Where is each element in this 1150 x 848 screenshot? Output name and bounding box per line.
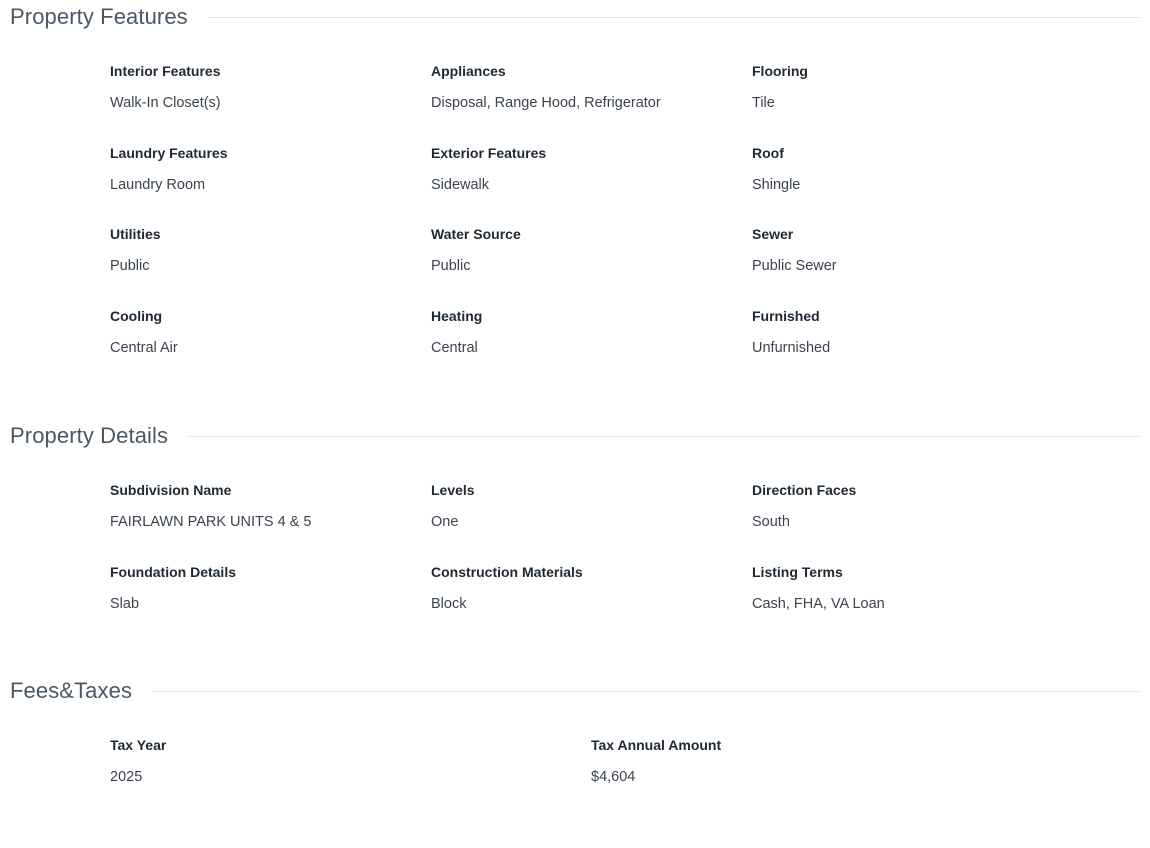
field-row — [110, 61, 1150, 143]
field-tax-year — [110, 735, 591, 817]
field-label: Heating — [431, 307, 483, 324]
field-label: Tax Year — [110, 737, 167, 753]
field-value: Tile — [752, 95, 775, 111]
field-value: Sidewalk — [431, 176, 490, 193]
fees-taxes-section — [0, 674, 1150, 817]
field-value: South — [752, 514, 790, 530]
field-heating — [431, 306, 752, 388]
section-title: Property Details — [10, 423, 169, 448]
section-divider — [152, 691, 1140, 692]
field-label: Subdivision Name — [110, 482, 232, 498]
field-row — [110, 224, 1150, 306]
field-furnished — [752, 306, 1073, 388]
field-label: Exterior Features — [431, 144, 547, 161]
field-value: FAIRLAWN PARK UNITS 4 & 5 — [110, 514, 312, 530]
field-sewer — [752, 224, 1073, 306]
field-levels — [431, 480, 752, 562]
section-title: Property Features — [10, 4, 188, 29]
field-value: Public Sewer — [752, 258, 837, 274]
field-label: Roof — [752, 144, 784, 161]
field-label: Foundation Details — [110, 563, 236, 580]
property-features-grid — [110, 61, 1150, 387]
property-details-grid — [110, 480, 1150, 643]
field-value: Laundry Room — [110, 176, 206, 193]
section-title: Fees&Taxes — [10, 678, 133, 703]
field-roof — [752, 143, 1073, 225]
field-tax-annual-amount — [591, 735, 1072, 817]
field-value: 2025 — [110, 769, 143, 785]
section-divider — [188, 436, 1140, 437]
property-features-section — [0, 0, 1150, 387]
field-label: Interior Features — [110, 63, 221, 79]
field-value: Public — [110, 258, 150, 274]
field-water-source — [431, 224, 752, 306]
field-appliances — [431, 61, 752, 143]
field-row — [110, 562, 1150, 644]
field-value: Slab — [110, 595, 140, 612]
field-value: Central Air — [110, 339, 178, 356]
field-label: Water Source — [431, 226, 521, 242]
section-divider — [208, 17, 1140, 18]
field-row — [110, 480, 1150, 562]
field-row — [110, 735, 1150, 817]
field-label: Furnished — [752, 307, 820, 324]
field-utilities — [110, 224, 431, 306]
field-label: Direction Faces — [752, 482, 857, 498]
field-label: Utilities — [110, 226, 161, 242]
field-row — [110, 306, 1150, 388]
property-features-header — [0, 0, 1150, 34]
field-foundation-details — [110, 562, 431, 644]
field-label: Levels — [431, 482, 475, 498]
field-construction-materials — [431, 562, 752, 644]
field-subdivision-name — [110, 480, 431, 562]
fees-taxes-header — [0, 674, 1150, 708]
field-cooling — [110, 306, 431, 388]
field-value: One — [431, 514, 459, 530]
field-listing-terms — [752, 562, 1073, 644]
field-row — [110, 143, 1150, 225]
property-details-header — [0, 419, 1150, 453]
field-value: Block — [431, 595, 467, 612]
field-label: Sewer — [752, 226, 794, 242]
field-value: Walk-In Closet(s) — [110, 95, 221, 111]
field-label: Tax Annual Amount — [591, 737, 722, 753]
field-value: Shingle — [752, 176, 801, 193]
field-value: Public — [431, 258, 471, 274]
field-label: Laundry Features — [110, 144, 228, 161]
field-label: Appliances — [431, 63, 506, 79]
field-interior-features — [110, 61, 431, 143]
field-flooring — [752, 61, 1073, 143]
field-value: $4,604 — [591, 769, 636, 785]
field-value: Disposal, Range Hood, Refrigerator — [431, 95, 661, 111]
field-label: Listing Terms — [752, 563, 843, 580]
fees-taxes-grid — [110, 735, 1150, 817]
field-direction-faces — [752, 480, 1073, 562]
field-value: Cash, FHA, VA Loan — [752, 595, 885, 612]
field-value: Unfurnished — [752, 339, 831, 356]
field-label: Construction Materials — [431, 563, 583, 580]
property-details-section — [0, 419, 1150, 643]
field-exterior-features — [431, 143, 752, 225]
field-laundry-features — [110, 143, 431, 225]
field-value: Central — [431, 339, 478, 356]
field-label: Flooring — [752, 63, 808, 79]
field-label: Cooling — [110, 307, 163, 324]
